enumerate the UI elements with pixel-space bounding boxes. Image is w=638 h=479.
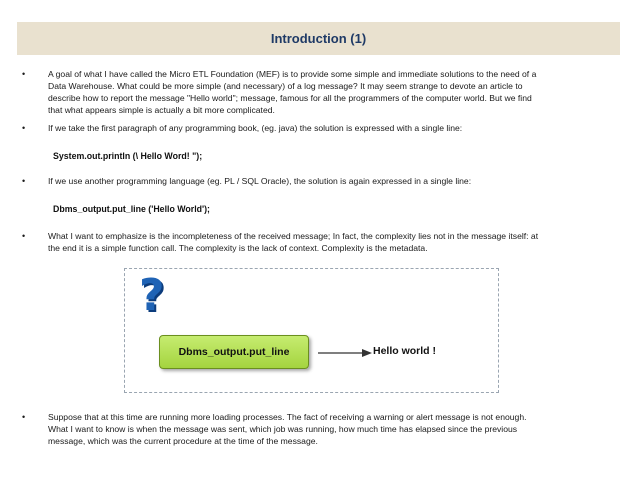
title-bar bbox=[17, 22, 620, 55]
bullet-line: the end it is a simple function call. The complexity is the lack of context. Complexity is the metadata. bbox=[48, 243, 428, 253]
bullet-icon: • bbox=[22, 176, 26, 186]
function-label: Dbms_output.put_line bbox=[178, 346, 290, 358]
bullet-icon: • bbox=[22, 123, 26, 133]
bullet-item bbox=[22, 175, 612, 187]
bullet-item bbox=[22, 411, 612, 447]
result-label: Hello world ! bbox=[373, 345, 436, 357]
arrow-right-icon bbox=[318, 348, 372, 358]
bullet-line: What I want to emphasize is the incompleteness of the received message; In fact, the complexity lies not in the message itself: at bbox=[48, 231, 539, 241]
question-mark-icon: ? bbox=[139, 270, 165, 321]
bullet-line: A goal of what I have called the Micro ETL Foundation (MEF) is to provide some simple and immediate solutions to the need of a bbox=[48, 69, 537, 79]
bullet-line: Suppose that at this time are running more loading processes. The fact of receiving a warning or alert message is not enough. bbox=[48, 412, 527, 422]
bullet-line: If we take the first paragraph of any programming book, (eg. java) the solution is expressed with a single line: bbox=[48, 123, 463, 133]
code-java: System.out.println (\ Hello Word! "); bbox=[53, 151, 203, 161]
code-plsql: Dbms_output.put_line ('Hello World'); bbox=[53, 204, 210, 214]
bullet-item bbox=[22, 68, 612, 116]
bullet-line: Data Warehouse. What could be more simple (and necessary) of a log message? It may seem strange to devote an article to bbox=[48, 81, 523, 91]
bullet-line: If we use another programming language (eg. PL / SQL Oracle), the solution is again expressed in a single line: bbox=[48, 176, 472, 186]
diagram bbox=[124, 268, 499, 393]
bullet-item bbox=[22, 230, 612, 254]
slide-title: Introduction (1) bbox=[270, 31, 367, 46]
bullet-icon: • bbox=[22, 69, 26, 79]
bullet-line: describe how to report the message "Hello world"; message, famous for all the programmers of the computer world. But we find bbox=[48, 93, 532, 103]
bullet-item bbox=[22, 122, 612, 134]
function-box bbox=[159, 335, 309, 369]
bullet-icon: • bbox=[22, 231, 26, 241]
bullet-line: message, which was the current procedure at the time of the message. bbox=[48, 436, 318, 446]
bullet-line: that what appears simple is actually a bit more complicated. bbox=[48, 105, 275, 115]
bullet-icon: • bbox=[22, 412, 26, 422]
bullet-line: What I want to know is when the message was sent, which job was running, how much time has elapsed since the previous bbox=[48, 424, 518, 434]
